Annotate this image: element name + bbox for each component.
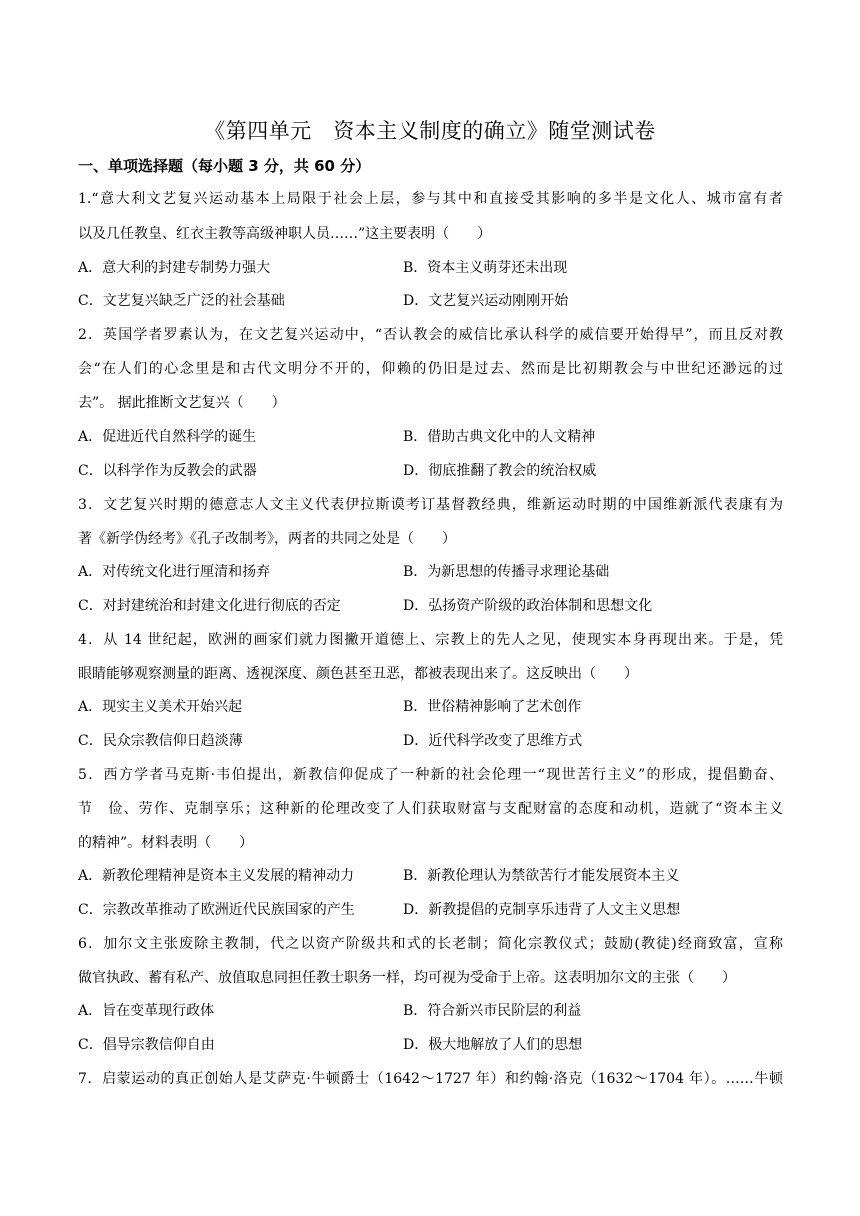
question-3-stem-line-2: 著《新学伪经考》《孔子改制考》，两者的共同之处是（ ） (78, 531, 456, 547)
question-6-stem-line-1: 6．加尔文主张废除主教制，代之以资产阶级共和式的长老制；简化宗教仪式；鼓励(教徒)经商致富，宣称 (78, 936, 783, 952)
question-2-option-d: D．彻底推翻了教会的统治权威 (403, 463, 597, 479)
question-1-option-b: B．资本主义萌芽还未出现 (403, 260, 568, 276)
question-1-stem-line-2: 以及几任教皇、红衣主教等高级神职人员……”这主要表明（ ） (78, 226, 492, 242)
question-3-option-c: C．对封建统治和封建文化进行彻底的否定 (78, 598, 341, 614)
question-1-stem-line-1: 1.“意大利文艺复兴运动基本上局限于社会上层，参与其中和直接受其影响的多半是文化人、城市富有者 (78, 191, 783, 207)
question-5-stem-line-1: 5．西方学者马克斯·韦伯提出，新教信仰促成了一种新的社会伦理一“现世苦行主义”的形成，提倡勤奋、 (78, 767, 783, 783)
question-5-option-d: D．新教提倡的克制享乐违背了人文主义思想 (403, 902, 681, 918)
question-6-option-c: C．倡导宗教信仰自由 (78, 1037, 215, 1053)
question-2-stem-line-3: 去”。 据此推断文艺复兴（ ） (78, 395, 286, 411)
page-title: 《第四单元 资本主义制度的确立》随堂测试卷 (204, 119, 656, 143)
section-heading: 一、单项选择题（每小题 3 分，共 60 分） (78, 157, 371, 175)
question-1-option-a: A．意大利的封建专制势力强大 (78, 260, 271, 276)
question-6-option-a: A．旨在变革现行政体 (78, 1003, 215, 1019)
question-2-option-b: B．借助古典文化中的人文精神 (403, 429, 596, 445)
question-2-option-a: A．促进近代自然科学的诞生 (78, 429, 257, 445)
question-6-option-b: B．符合新兴市民阶层的利益 (403, 1003, 582, 1019)
question-6-stem-line-2: 做官执政、蓄有私产、放值取息同担任教士职务一样，均可视为受命于上帝。这表明加尔文的主张（ ） (78, 970, 736, 986)
question-4-stem-line-1: 4．从 14 世纪起，欧洲的画家们就力图撇开道德上、宗教上的先人之见，使现实本身再现出来。于是，凭 (78, 632, 783, 648)
question-4-option-c: C．民众宗教信仰日趋淡薄 (78, 733, 243, 749)
question-5-option-b: B．新教伦理认为禁欲苦行才能发展资本主义 (403, 868, 680, 884)
question-1-option-d: D．文艺复兴运动刚刚开始 (403, 293, 569, 309)
question-2-option-c: C．以科学作为反教会的武器 (78, 463, 257, 479)
question-2-stem-line-2: 会“在人们的心念里是和古代文明分不开的，仰赖的仍旧是过去、然而是比初期教会与中世纪还渺远的过 (78, 361, 783, 377)
question-3-option-a: A．对传统文化进行厘清和扬弃 (78, 564, 271, 580)
question-3-option-b: B．为新思想的传播寻求理论基础 (403, 564, 610, 580)
question-6-option-d: D．极大地解放了人们的思想 (403, 1037, 583, 1053)
question-5-option-a: A．新教伦理精神是资本主义发展的精神动力 (78, 868, 355, 884)
question-5-stem-line-2: 节 俭、劳作、克制享乐；这种新的伦理改变了人们获取财富与支配财富的态度和动机，造就了“资本主义 (78, 801, 783, 817)
question-5-stem-line-3: 的精神”。材料表明（ ） (78, 835, 254, 851)
question-2-stem-line-1: 2．英国学者罗素认为，在文艺复兴运动中，“否认教会的威信比承认科学的威信要开始得早”，而且反对教 (78, 327, 783, 343)
question-1-option-c: C．文艺复兴缺乏广泛的社会基础 (78, 293, 285, 309)
question-3-option-d: D．弘扬资产阶级的政治体制和思想文化 (403, 598, 653, 614)
question-4-option-b: B．世俗精神影响了艺术创作 (403, 699, 582, 715)
question-4-option-d: D．近代科学改变了思维方式 (403, 733, 583, 749)
question-3-stem-line-1: 3．文艺复兴时期的德意志人文主义代表伊拉斯谟考订基督教经典，维新运动时期的中国维新派代表康有为 (78, 497, 783, 513)
question-4-stem-line-2: 眼睛能够观察测量的距离、透视深度、颜色甚至丑恶，都被表现出来了。这反映出（ ） (78, 666, 638, 682)
question-7-stem-line-1: 7．启蒙运动的真正创始人是艾萨克·牛顿爵士（1642～1727 年）和约翰·洛克（1632～1704 年）。……牛顿 (78, 1071, 783, 1087)
question-4-option-a: A．现实主义美术开始兴起 (78, 699, 243, 715)
question-5-option-c: C．宗教改革推动了欧洲近代民族国家的产生 (78, 902, 355, 918)
